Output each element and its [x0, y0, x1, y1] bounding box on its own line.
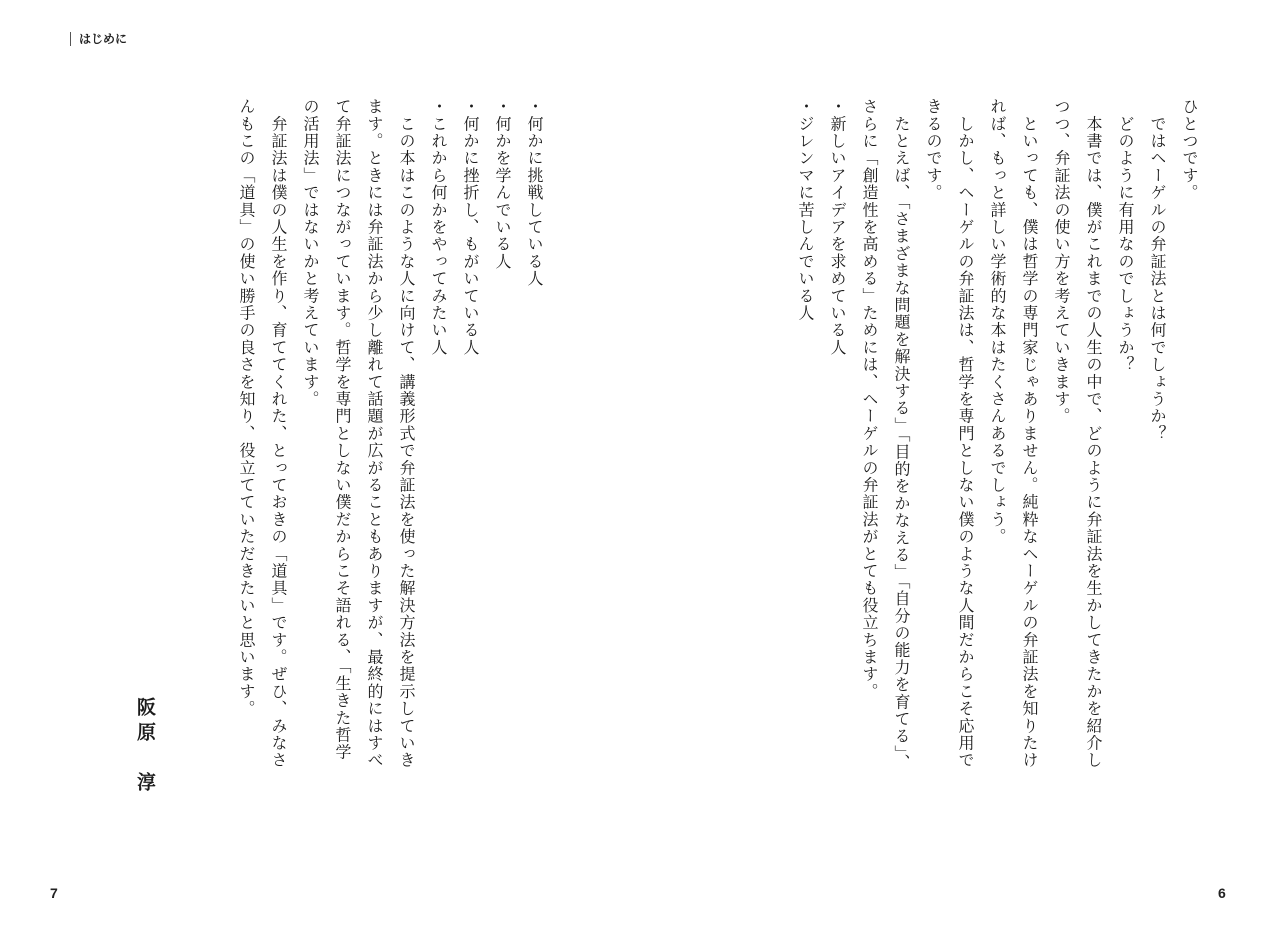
header-divider — [70, 32, 71, 46]
text-line: て弁証法につながっています。哲学を専門としない僕だからこそ語れる、「生きた哲学 — [333, 98, 352, 761]
text-line: といっても、僕は哲学の専門家じゃありません。純粋なヘーゲルの弁証法を知りたけ — [1020, 98, 1039, 769]
running-header — [70, 30, 127, 47]
list-item: ・何かを学んでいる人 — [493, 98, 512, 270]
list-item: ・何かに挑戦している人 — [525, 98, 544, 288]
text-line: 弁証法は僕の人生を作り、育ててくれた、とっておきの「道具」です。ぜひ、みなさ — [269, 98, 288, 769]
text-line: つつ、弁証法の使い方を考えていきます。 — [1052, 98, 1071, 425]
text-line: ではヘーゲルの弁証法とは何でしょうか？ — [1148, 98, 1167, 442]
page-number-left: 7 — [50, 885, 58, 901]
text-line: たとえば、「さまざまな問題を解決する」「目的をかなえる」「自分の能力を育てる」、 — [892, 98, 911, 772]
text-line: さらに「創造性を高める」ためには、ヘーゲルの弁証法がとても役立ちます。 — [860, 98, 879, 700]
list-item: ・これから何かをやってみたい人 — [429, 98, 448, 356]
text-line: どのように有用なのでしょうか？ — [1116, 98, 1135, 374]
page-number-right: 6 — [1218, 885, 1226, 901]
text-line: この本はこのような人に向けて、講義形式で弁証法を使った解決方法を提示していき — [397, 98, 416, 769]
text-line: んもこの「道具」の使い勝手の良さを知り、役立てていただきたいと思います。 — [237, 98, 256, 718]
text-line: しかし、ヘーゲルの弁証法は、哲学を専門としない僕のような人間だからこそ応用で — [956, 98, 975, 769]
section-title: はじめに — [79, 32, 128, 46]
text-line: れば、もっと詳しい学術的な本はたくさんあるでしょう。 — [988, 98, 1007, 546]
left-page-text — [200, 98, 550, 769]
text-line: ひとつです。 — [1180, 98, 1199, 202]
author-name: 阪原 淳 — [134, 697, 156, 797]
right-page-text — [700, 98, 1205, 771]
text-line: の活用法」ではないかと考えています。 — [301, 98, 320, 408]
list-item: ・ジレンマに苦しんでいる人 — [796, 98, 815, 322]
list-item: ・新しいアイデアを求めている人 — [828, 98, 847, 356]
text-line: 本書では、僕がこれまでの人生の中で、どのように弁証法を生かしてきたかを紹介し — [1084, 98, 1103, 769]
text-line: きるのです。 — [924, 98, 943, 202]
text-line: ます。ときには弁証法から少し離れて話題が広がることもありますが、最終的にはすべ — [365, 98, 384, 769]
list-item: ・何かに挫折し、もがいている人 — [461, 98, 480, 356]
